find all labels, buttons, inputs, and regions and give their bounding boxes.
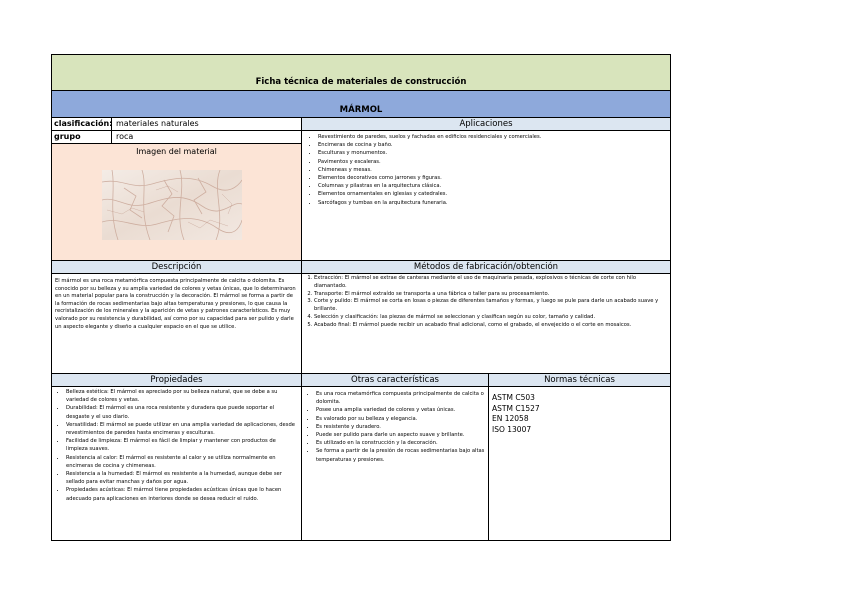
list-item: • Elementos ornamentales en iglesias y catedrales. [318,190,670,198]
list-item: • Belleza estética: El mármol es apreciado por su belleza natural, que se debe a su variedad de colores y vetas. [66,388,298,404]
list-item: 1. Extracción: El mármol se extrae de canteras mediante el uso de maquinaria pesada, explosivos o técnicas de corte con hilo diamantado. [314,275,667,291]
list-item: • Es una roca metamórfica compuesta principalmente de calcita o dolomita. [316,390,485,406]
otras-header [301,374,488,387]
list-item: • Elementos decorativos como jarrones y figuras. [318,174,670,182]
image-cell [52,144,301,261]
list-item: • Versatilidad: El mármol se puede utilizar en una amplia variedad de aplicaciones, desde revestimientos de paredes hasta encimeras y esculturas. [66,421,298,437]
list-item: • Encimeras de cocina y baño. [318,141,670,149]
list-item: • Resistencia al calor: El mármol es resistente al calor y se utiliza normalmente en encimeras de cocina y chimeneas. [66,454,298,470]
norma-item: ASTM C1527 [492,403,540,413]
descripcion-text: El mármol es una roca metamórfica compuesta principalmente de calcita o dolomita. Es conocido por su belleza y su amplia variedad de colores y vetas únicas, que lo determinaron en un material popular para la construcción y la decoración. El mármol se forma a partir de la formación de rocas sedimentarias bajo altas temperaturas y presiones, lo que causa la recristalización de los minerales y la aparición de vetas y patrones característicos. Es muy valorado por su resistencia y durabilidad, así como por su capacidad para ser pulido y darle un aspecto elegante y diseño a cualquier espacio en el que se utilice. [52,274,301,374]
aplicaciones-list [302,133,670,207]
list-item: • Durabilidad: El mármol es una roca resistente y duradera que puede soportar el desgaste y el uso diario. [66,404,298,420]
list-item: • Columnas y pilastras en la arquitectura clásica. [318,182,670,190]
propiedades-body [52,387,301,540]
sheet-title: Ficha técnica de materiales de construcción [255,77,467,87]
descripcion-title: Descripción [151,262,202,272]
list-item: • Posee una amplia variedad de colores y vetas únicas. [316,406,485,414]
list-item: • Puede ser pulido para darle un aspecto suave y brillante. [316,431,485,439]
material-band [52,91,670,118]
otras-title: Otras características [351,375,439,385]
list-item: • Sarcófagos y tumbas en la arquitectura funeraria. [318,199,670,207]
grupo-value: roca [116,132,134,141]
list-item: • Es utilizado en la construcción y la decoración. [316,439,485,447]
propiedades-header [52,374,301,387]
clasificacion-value: materiales naturales [116,119,199,128]
clasificacion-row [52,118,301,131]
norma-item: ASTM C503 [492,393,535,402]
descripcion-header [52,261,301,274]
technical-sheet [51,54,671,541]
aplicaciones-title: Aplicaciones [459,119,513,129]
list-item: • Revestimiento de paredes, suelos y fachadas en edificios residenciales y comerciales. [318,133,670,141]
propiedades-list [52,388,298,503]
otras-body [301,387,488,540]
list-item: • Resistencia a la humedad: El mármol es resistente a la humedad, aunque debe ser sellado para evitar manchas y daños por agua. [66,470,298,486]
normas-header [488,374,670,387]
grupo-row [52,131,301,144]
title-band [52,55,670,91]
aplicaciones-header [301,118,670,131]
list-item: 4. Selección y clasificación: las piezas de mármol se seleccionan y clasifican según su color, tamaño y calidad. [314,314,667,322]
normas-title: Normas técnicas [544,375,615,385]
list-item: • Es resistente y duradero. [316,423,485,431]
list-item: • Es valorado por su belleza y elegancia. [316,415,485,423]
aplicaciones-body [301,131,670,261]
list-item: 5. Acabado final: El mármol puede recibir un acabado final adicional, como el grabado, el envejecido o el corte en mosaicos. [314,322,667,330]
list-item: • Esculturas y monumentos. [318,149,670,157]
list-item: • Facilidad de limpieza: El mármol es fácil de limpiar y mantener con productos de limpieza suaves. [66,437,298,453]
material-name: MÁRMOL [339,105,383,115]
metodos-title: Métodos de fabricación/obtención [413,262,559,272]
list-item: • Propiedades acústicas: El mármol tiene propiedades acústicas únicas que lo hacen adecuado para aplicaciones en interiores donde se desea reducir el ruido. [66,486,298,502]
list-item: 2. Transporte: El mármol extraído se transporta a una fábrica o taller para su procesamiento. [314,291,667,299]
otras-list [302,390,485,464]
propiedades-title: Propiedades [150,375,203,385]
metodos-header [301,261,670,274]
image-label: Imagen del material [136,147,217,156]
grupo-label: grupo [52,131,112,143]
list-item: • Pavimentos y escaleras. [318,158,670,166]
normas-body [488,387,670,540]
metodos-body [301,274,670,374]
marble-image [102,170,242,240]
norma-item: EN 12058 [492,414,529,423]
list-item: • Chimeneas y mesas. [318,166,670,174]
clasificacion-label: clasificación: [54,119,113,128]
list-item: 3. Corte y pulido: El mármol se corta en losas o piezas de diferentes tamaños y formas, y luego se pule para darle un acabado suave y brillante. [314,298,667,314]
norma-item: ISO 13007 [492,424,532,434]
list-item: • Se forma a partir de la presión de rocas sedimentarias bajo altas temperaturas y presiones. [316,447,485,463]
metodos-list [302,275,667,330]
